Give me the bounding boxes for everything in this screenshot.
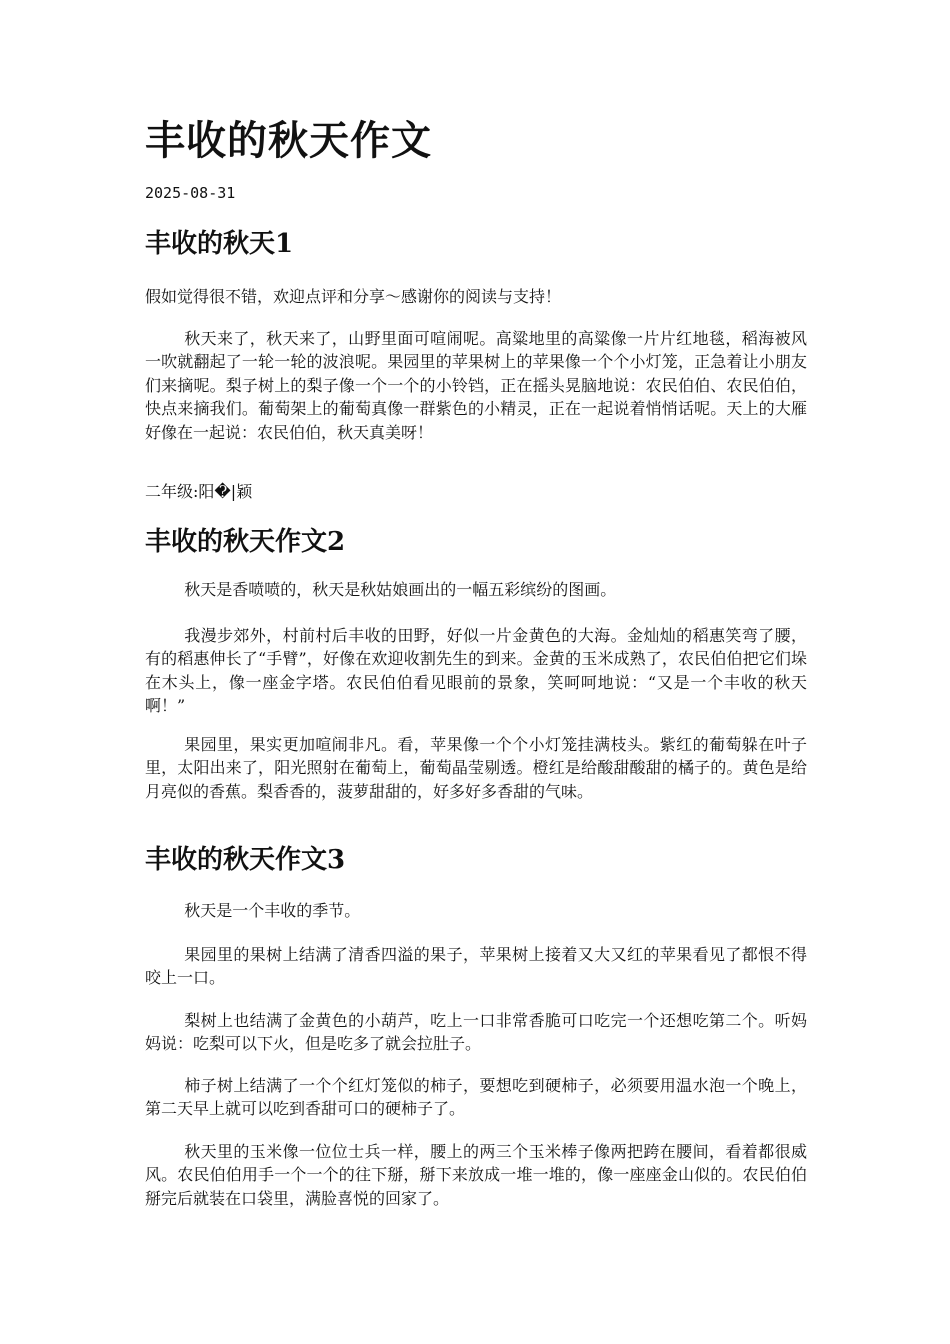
- page-title: 丰收的秋天作文: [145, 117, 432, 164]
- section-3-heading: 丰收的秋天作文3: [145, 845, 346, 875]
- section-2-paragraph-2: 我漫步郊外，村前村后丰收的田野，好似一片金黄色的大海。金灿灿的稻惠笑弯了腰，有的稻惠伸长了“手臂”，好像在欢迎收割先生的到来。金黄的玉米成熟了，农民伯伯把它们垛在木头上，像一座金字塔。农民伯伯看见眼前的景象，笑呵呵地说：“又是一个丰收的秋天啊！”: [145, 626, 807, 716]
- section-1-paragraph-1: 秋天来了，秋天来了，山野里面可喧闹呢。高粱地里的高粱像一片片红地毯，稻海被风一吹就翻起了一轮一轮的波浪呢。果园里的苹果树上的苹果像一个个小灯笼，正急着让小朋友们来摘呢。梨子树上的梨子像一个一个的小铃铛，正在摇头晃脑地说：农民伯伯、农民伯伯，快点来摘我们。葡萄架上的葡萄真像一群紫色的小精灵，正在一起说着悄悄话呢。天上的大雁好像在一起说：农民伯伯，秋天真美呀！: [145, 329, 807, 442]
- section-3-paragraph-5: 秋天里的玉米像一位位士兵一样，腰上的两三个玉米棒子像两把跨在腰间，看着都很威风。农民伯伯用手一个一个的往下掰，掰下来放成一堆一堆的，像一座座金山似的。农民伯伯掰完后就装在口袋里，满脸喜悦的回家了。: [145, 1142, 807, 1208]
- section-3-paragraph-4: 柿子树上结满了一个个红灯笼似的柿子，要想吃到硬柿子，必须要用温水泡一个晚上，第二天早上就可以吃到香甜可口的硬柿子了。: [145, 1076, 807, 1119]
- section-2-heading: 丰收的秋天作文2: [145, 527, 346, 557]
- section-2-paragraph-3: 果园里，果实更加喧闹非凡。看，苹果像一个个小灯笼挂满枝头。紫红的葡萄躲在叶子里，太阳出来了，阳光照射在葡萄上，葡萄晶莹剔透。橙红是给酸甜酸甜的橘子的。黄色是给月亮似的香蕉。梨香香的，菠萝甜甜的，好多好多香甜的气味。: [145, 735, 807, 801]
- section-1-author: 二年级:阳�|颖: [145, 482, 253, 501]
- section-3-paragraph-3: 梨树上也结满了金黄色的小葫芦，吃上一口非常香脆可口吃完一个还想吃第二个。听妈妈说：吃梨可以下火，但是吃多了就会拉肚子。: [145, 1011, 807, 1054]
- section-3-paragraph-2: 果园里的果树上结满了清香四溢的果子，苹果树上接着又大又红的苹果看见了都恨不得咬上一口。: [145, 945, 807, 988]
- section-3-paragraph-1: 秋天是一个丰收的季节。: [184, 901, 361, 920]
- section-1-intro: 假如觉得很不错，欢迎点评和分享～感谢你的阅读与支持！: [145, 287, 562, 306]
- section-2-paragraph-1: 秋天是香喷喷的，秋天是秋姑娘画出的一幅五彩缤纷的图画。: [184, 580, 617, 599]
- publish-date: 2025-08-31: [145, 184, 236, 202]
- section-1-heading: 丰收的秋天1: [145, 229, 294, 259]
